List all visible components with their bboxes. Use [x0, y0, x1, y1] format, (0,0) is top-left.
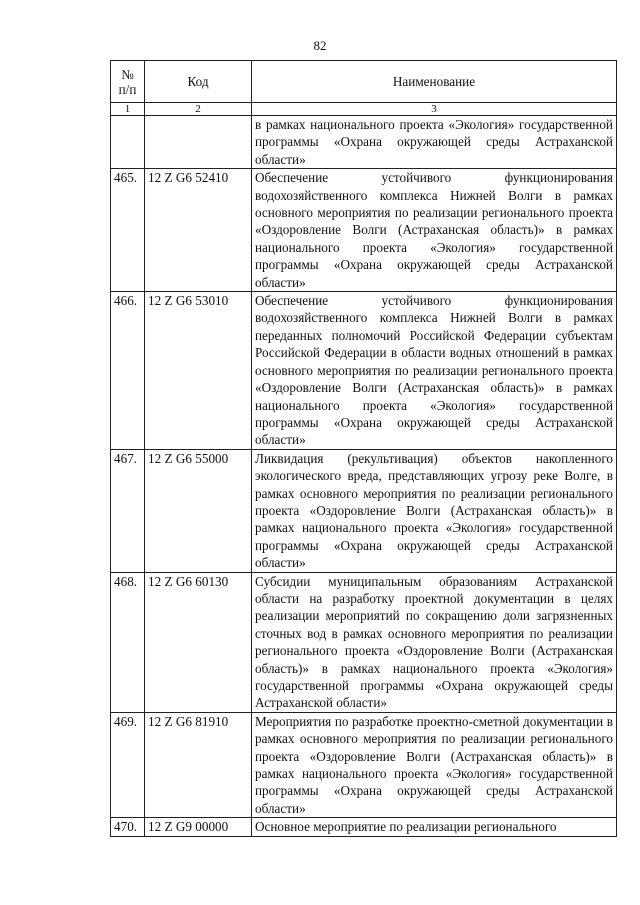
row-code: 12 Z G6 55000 — [145, 449, 252, 572]
header-name: Наименование — [252, 61, 617, 103]
table-row — [111, 292, 617, 450]
row-number: 467. — [111, 449, 145, 572]
row-name: Мероприятия по разработке проектно-сметной документации в рамках основного мероприятия по реализации регионального проекта «Оздоровление Волги (Астраханская область)» в рамках национального проекта «Экология» государственной программы «Охрана окружающей среды Астраханской области» — [252, 712, 617, 817]
header-code: Код — [145, 61, 252, 103]
row-name: Обеспечение устойчивого функционирования водохозяйственного комплекса Нижней Волги в рамках переданных полномочий Российской Федерации субъектам Российской Федерации в области водных отношений в рамках основного мероприятия по реализации регионального проекта «Оздоровление Волги (Астраханская область)» в рамках национального проекта «Экология» государственной программы «Охрана окружающей среды Астраханской области» — [252, 292, 617, 450]
row-number: 466. — [111, 292, 145, 450]
column-index: 2 — [145, 103, 252, 116]
row-code: 12 Z G9 00000 — [145, 818, 252, 836]
row-number: 465. — [111, 169, 145, 292]
table-row — [111, 572, 617, 712]
row-code: 12 Z G6 60130 — [145, 572, 252, 712]
row-code: 12 Z G6 53010 — [145, 292, 252, 450]
row-code — [145, 116, 252, 169]
row-name: Субсидии муниципальным образованиям Астраханской области на разработку проектной документации в целях реализации мероприятий по сокращению доли загрязненных сточных вод в рамках основного мероприятия по реализации регионального проекта «Оздоровление Волги (Астраханская область)» в рамках национального проекта «Экология» государственной программы «Охрана окружающей среды Астраханской области» — [252, 572, 617, 712]
column-index: 3 — [252, 103, 617, 116]
column-index-row — [111, 103, 617, 116]
row-number: 468. — [111, 572, 145, 712]
table-row — [111, 818, 617, 836]
row-name: в рамках национального проекта «Экология» государственной программы «Охрана окружающей среды Астраханской области» — [252, 116, 617, 169]
table-row — [111, 712, 617, 817]
table-row — [111, 116, 617, 169]
row-number: 469. — [111, 712, 145, 817]
table-row — [111, 449, 617, 572]
table-header-row — [111, 61, 617, 103]
row-name: Основное мероприятие по реализации регионального — [252, 818, 617, 836]
column-index: 1 — [111, 103, 145, 116]
row-name: Обеспечение устойчивого функционирования водохозяйственного комплекса Нижней Волги в рамках основного мероприятия по реализации регионального проекта «Оздоровление Волги (Астраханская область)» в рамках национального проекта «Экология» государственной программы «Охрана окружающей среды Астраханской области» — [252, 169, 617, 292]
row-code: 12 Z G6 81910 — [145, 712, 252, 817]
budget-classification-table — [110, 60, 617, 837]
row-number — [111, 116, 145, 169]
header-num: № п/п — [111, 61, 145, 103]
page-number: 82 — [313, 38, 327, 53]
row-code: 12 Z G6 52410 — [145, 169, 252, 292]
row-name: Ликвидация (рекультивация) объектов накопленного экологического вреда, представляющих угрозу реке Волге, в рамках основного мероприятия по реализации регионального проекта «Оздоровление Волги (Астраханская область)» в рамках национального проекта «Экология» государственной программы «Охрана окружающей среды Астраханской области» — [252, 449, 617, 572]
row-number: 470. — [111, 818, 145, 836]
table-row — [111, 169, 617, 292]
